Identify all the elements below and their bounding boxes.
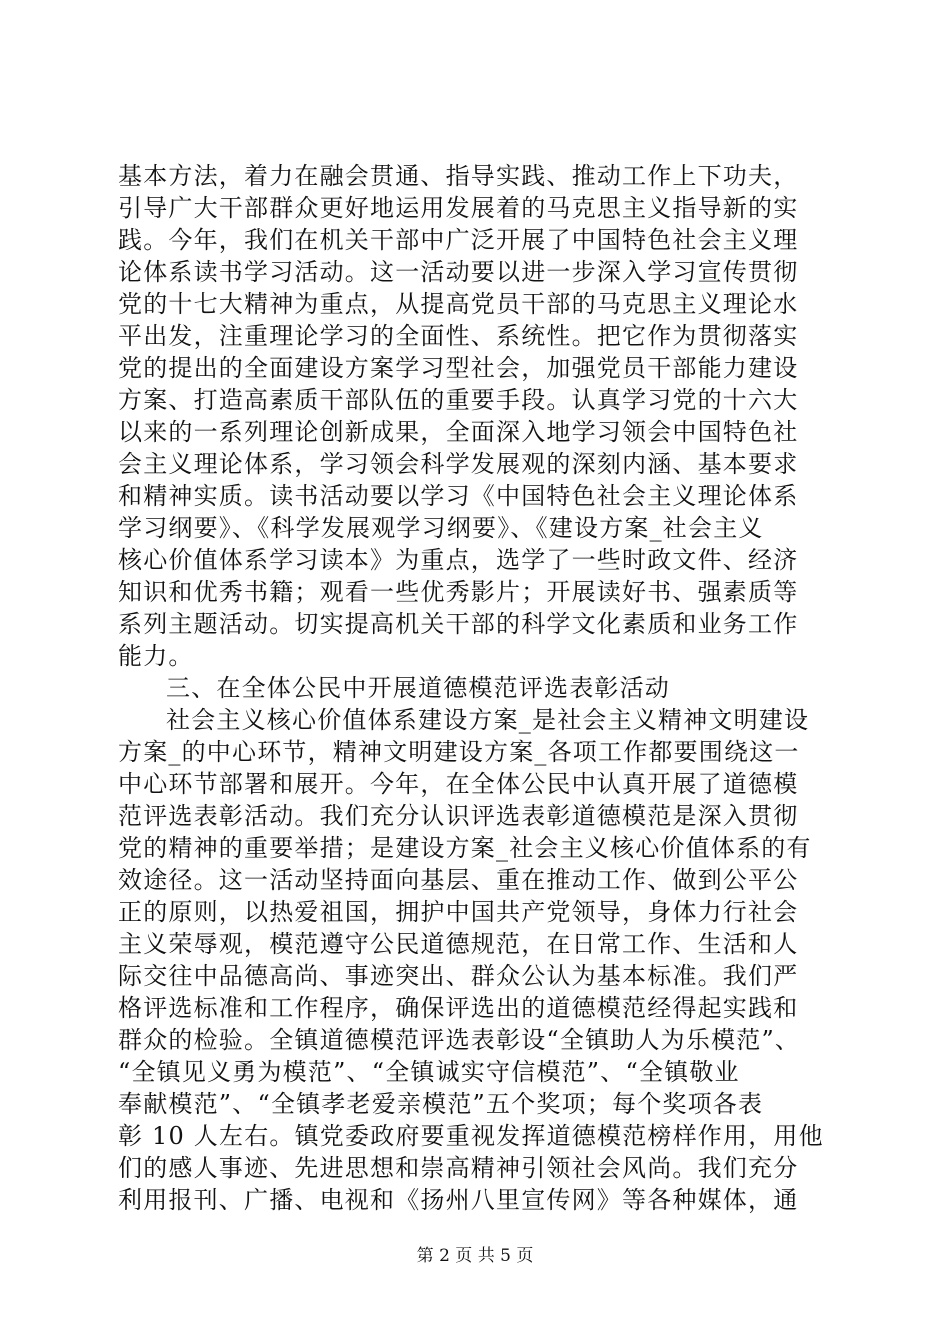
- text-line: 党的精神的重要举措；是建设方案_社会主义核心价值体系的有: [118, 834, 812, 862]
- text-line: 会主义理论体系，学习领会科学发展观的深刻内涵、基本要求: [118, 450, 799, 478]
- text-line: 群众的检验。全镇道德模范评选表彰设“全镇助人为乐模范”、: [118, 1026, 801, 1054]
- text-line: 知识和优秀书籍；观看一些优秀影片；开展读好书、强素质等: [118, 578, 799, 606]
- text-line: 社会主义核心价值体系建设方案_是社会主义精神文明建设: [166, 706, 810, 734]
- text-line: 能力。: [118, 642, 194, 670]
- text-line: 以来的一系列理论创新成果，全面深入地学习领会中国特色社: [118, 418, 799, 446]
- text-line: 系列主题活动。切实提高机关干部的科学文化素质和业务工作: [118, 610, 799, 638]
- text-line: 和精神实质。读书活动要以学习《中国特色社会主义理论体系: [118, 482, 799, 510]
- text-line: 方案、打造高素质干部队伍的重要手段。认真学习党的十六大: [118, 386, 799, 414]
- text-line: 们的感人事迹、先进思想和崇高精神引领社会风尚。我们充分: [118, 1154, 799, 1182]
- page-footer: 第 2 页 共 5 页: [416, 1246, 534, 1266]
- text-line: 核心价值体系学习读本》为重点，选学了一些时政文件、经济: [118, 546, 799, 574]
- text-line: 彰 10 人左右。镇党委政府要重视发挥道德模范榜样作用，用他: [118, 1122, 824, 1150]
- text-line: 范评选表彰活动。我们充分认识评选表彰道德模范是深入贯彻: [118, 802, 799, 830]
- text-line: 学习纲要》、《科学发展观学习纲要》、《建设方案_社会主义: [118, 514, 764, 542]
- text-line: 格评选标准和工作程序，确保评选出的道德模范经得起实践和: [118, 994, 799, 1022]
- text-line: 三、在全体公民中开展道德模范评选表彰活动: [166, 674, 670, 702]
- text-line: 方案_的中心环节，精神文明建设方案_各项工作都要围绕这一: [118, 738, 800, 766]
- text-line: 际交往中品德高尚、事迹突出、群众公认为基本标准。我们严: [118, 962, 799, 990]
- text-line: 论体系读书学习活动。这一活动要以进一步深入学习宣传贯彻: [118, 258, 799, 286]
- text-line: 引导广大干部群众更好地运用发展着的马克思主义指导新的实: [118, 194, 799, 222]
- body-text: [118, 160, 834, 1216]
- text-line: 党的十七大精神为重点，从提高党员干部的马克思主义理论水: [118, 290, 799, 318]
- text-line: 利用报刊、广播、电视和《扬州八里宣传网》等各种媒体，通: [118, 1186, 799, 1214]
- text-line: 平出发，注重理论学习的全面性、系统性。把它作为贯彻落实: [118, 322, 799, 350]
- text-line: 效途径。这一活动坚持面向基层、重在推动工作、做到公平公: [118, 866, 799, 894]
- text-line: 践。今年，我们在机关干部中广泛开展了中国特色社会主义理: [118, 226, 799, 254]
- text-line: 奉献模范”、“全镇孝老爱亲模范”五个奖项；每个奖项各表: [118, 1090, 764, 1118]
- text-line: “全镇见义勇为模范”、“全镇诚实守信模范”、“全镇敬业: [118, 1058, 740, 1086]
- text-line: 基本方法，着力在融会贯通、指导实践、推动工作上下功夫，: [118, 162, 799, 190]
- text-line: 主义荣辱观，模范遵守公民道德规范，在日常工作、生活和人: [118, 930, 799, 958]
- text-line: 中心环节部署和展开。今年，在全体公民中认真开展了道德模: [118, 770, 799, 798]
- text-line: 党的提出的全面建设方案学习型社会，加强党员干部能力建设: [118, 354, 799, 382]
- text-line: 正的原则，以热爱祖国，拥护中国共产党领导，身体力行社会: [118, 898, 799, 926]
